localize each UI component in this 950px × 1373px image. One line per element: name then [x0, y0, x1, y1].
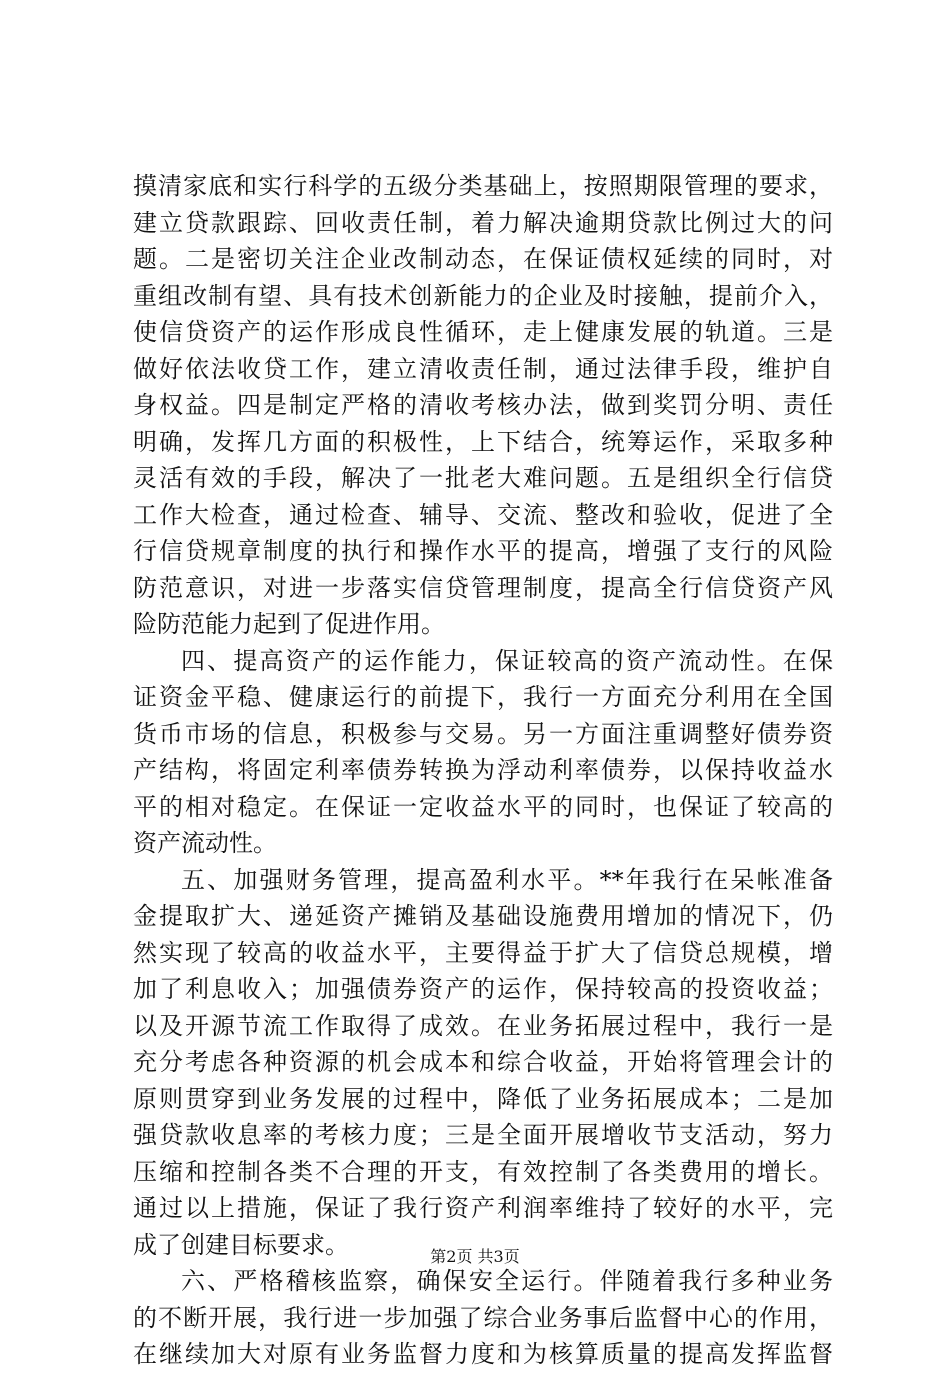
- text-line: 成了创建目标要求。: [133, 1230, 349, 1259]
- text-line: 原则贯穿到业务发展的过程中，降低了业务拓展成本；二是加: [133, 1084, 833, 1113]
- text-line: 货币市场的信息，积极参与交易。另一方面注重调整好债券资: [133, 719, 833, 748]
- text-line: 建立贷款跟踪、回收责任制，着力解决逾期贷款比例过大的问: [133, 208, 833, 237]
- text-line: 充分考虑各种资源的机会成本和综合收益，开始将管理会计的: [133, 1048, 833, 1076]
- text-line: 险防范能力起到了促进作用。: [133, 610, 445, 638]
- text-line: 使信贷资产的运作形成良性循环，走上健康发展的轨道。三是: [133, 318, 833, 346]
- text-line: 身权益。四是制定严格的清收考核办法，做到奖罚分明、责任: [133, 391, 833, 419]
- text-line: 加了利息收入；加强债券资产的运作，保持较高的投资收益；: [133, 975, 833, 1003]
- text-line: 明确，发挥几方面的积极性，上下结合，统筹运作，采取多种: [133, 427, 833, 456]
- text-line: 做好依法收贷工作，建立清收责任制，通过法律手段，维护自: [133, 354, 833, 383]
- text-line: 通过以上措施，保证了我行资产利润率维持了较好的水平，完: [133, 1194, 833, 1222]
- text-line: 金提取扩大、递延资产摊销及基础设施费用增加的情况下，仍: [133, 902, 833, 930]
- text-line: 工作大检查，通过检查、辅导、交流、整改和验收，促进了全: [133, 500, 833, 529]
- document-body: [133, 168, 833, 1373]
- text-line: 行信贷规章制度的执行和操作水平的提高，增强了支行的风险: [133, 537, 833, 565]
- text-line: 证资金平稳、健康运行的前提下，我行一方面充分利用在全国: [133, 683, 833, 711]
- text-line: 重组改制有望、具有技术创新能力的企业及时接触，提前介入，: [133, 281, 833, 310]
- text-line: 题。二是密切关注企业改制动态，在保证债权延续的同时，对: [133, 245, 833, 273]
- text-line: 灵活有效的手段，解决了一批老大难问题。五是组织全行信贷: [133, 464, 833, 492]
- text-line: 在继续加大对原有业务监督力度和为核算质量的提高发挥监督: [133, 1340, 833, 1368]
- text-line: 以及开源节流工作取得了成效。在业务拓展过程中，我行一是: [133, 1011, 833, 1040]
- text-line: 五、加强财务管理，提高盈利水平。**年我行在呆帐准备: [181, 865, 833, 894]
- text-line: 资产流动性。: [133, 829, 277, 857]
- page-footer: 第2页 共3页: [430, 1247, 520, 1266]
- text-line: 四、提高资产的运作能力，保证较高的资产流动性。在保: [181, 646, 833, 675]
- text-line: 的不断开展，我行进一步加强了综合业务事后监督中心的作用，: [133, 1303, 833, 1332]
- text-line: 摸清家底和实行科学的五级分类基础上，按照期限管理的要求，: [133, 172, 833, 200]
- text-line: 防范意识，对进一步落实信贷管理制度，提高全行信贷资产风: [133, 573, 833, 602]
- text-line: 压缩和控制各类不合理的开支，有效控制了各类费用的增长。: [133, 1157, 833, 1186]
- text-line: 平的相对稳定。在保证一定收益水平的同时，也保证了较高的: [133, 792, 833, 821]
- text-line: 然实现了较高的收益水平，主要得益于扩大了信贷总规模，增: [133, 938, 833, 967]
- text-line: 产结构，将固定利率债券转换为浮动利率债券，以保持收益水: [133, 756, 833, 784]
- text-line: 强贷款收息率的考核力度；三是全面开展增收节支活动，努力: [133, 1121, 833, 1149]
- text-line: 六、严格稽核监察，确保安全运行。伴随着我行多种业务: [181, 1267, 833, 1295]
